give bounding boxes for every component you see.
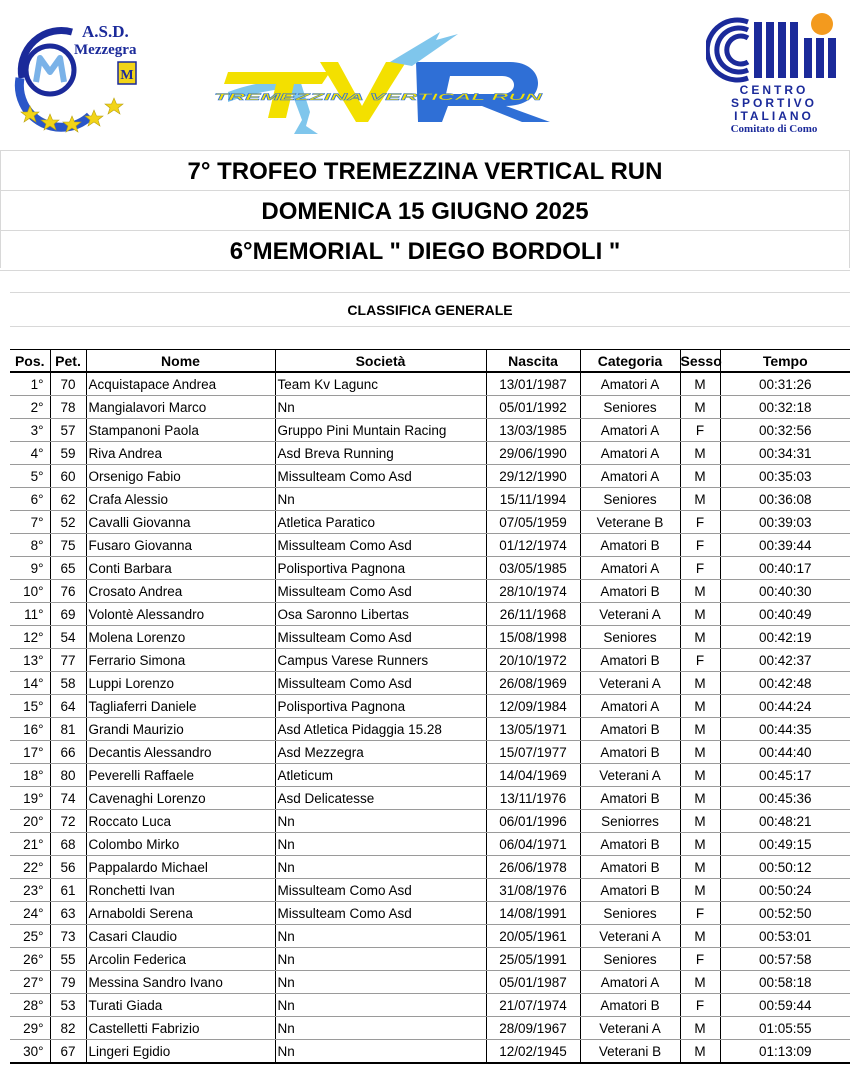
table-body: [10, 372, 850, 1063]
cell-pos: 3°: [10, 419, 50, 442]
table-row: [10, 557, 850, 580]
cell-nome: Acquistapace Andrea: [86, 372, 275, 396]
cell-nascita: 15/07/1977: [486, 741, 580, 764]
cell-tempo: 00:57:58: [720, 948, 850, 971]
cell-categoria: Veterani B: [580, 1040, 680, 1064]
cell-pet: 79: [50, 971, 86, 994]
cell-categoria: Amatori A: [580, 557, 680, 580]
cell-sesso: M: [680, 695, 720, 718]
cell-categoria: Seniores: [580, 626, 680, 649]
cell-societa: Atleticum: [275, 764, 486, 787]
event-titles: [0, 150, 850, 271]
column-header-tempo: Tempo: [720, 350, 850, 373]
cell-tempo: 00:32:56: [720, 419, 850, 442]
cell-categoria: Seniores: [580, 902, 680, 925]
cell-societa: Nn: [275, 810, 486, 833]
cell-nascita: 06/04/1971: [486, 833, 580, 856]
cell-pet: 73: [50, 925, 86, 948]
cell-pet: 81: [50, 718, 86, 741]
cell-pos: 4°: [10, 442, 50, 465]
cell-sesso: F: [680, 534, 720, 557]
table-row: [10, 372, 850, 396]
cell-sesso: M: [680, 787, 720, 810]
csi-line1: CENTRO: [739, 83, 809, 97]
cell-nascita: 26/08/1969: [486, 672, 580, 695]
column-header-categoria: Categoria: [580, 350, 680, 373]
table-row: [10, 787, 850, 810]
cell-pet: 56: [50, 856, 86, 879]
cell-societa: Missulteam Como Asd: [275, 534, 486, 557]
cell-pet: 78: [50, 396, 86, 419]
cell-sesso: M: [680, 833, 720, 856]
csi-line3: ITALIANO: [734, 109, 814, 123]
cell-pet: 77: [50, 649, 86, 672]
cell-pet: 68: [50, 833, 86, 856]
cell-nascita: 20/10/1972: [486, 649, 580, 672]
cell-nome: Cavenaghi Lorenzo: [86, 787, 275, 810]
cell-sesso: M: [680, 718, 720, 741]
cell-tempo: 00:36:08: [720, 488, 850, 511]
cell-societa: Nn: [275, 833, 486, 856]
cell-tempo: 00:45:17: [720, 764, 850, 787]
column-header-societa: Società: [275, 350, 486, 373]
cell-pet: 52: [50, 511, 86, 534]
cell-societa: Nn: [275, 856, 486, 879]
cell-societa: Asd Breva Running: [275, 442, 486, 465]
cell-nome: Molena Lorenzo: [86, 626, 275, 649]
cell-nascita: 28/09/1967: [486, 1017, 580, 1040]
table-row: [10, 810, 850, 833]
cell-sesso: M: [680, 488, 720, 511]
cell-pos: 5°: [10, 465, 50, 488]
cell-nome: Luppi Lorenzo: [86, 672, 275, 695]
cell-tempo: 00:39:03: [720, 511, 850, 534]
cell-tempo: 00:40:30: [720, 580, 850, 603]
cell-sesso: M: [680, 764, 720, 787]
cell-pos: 13°: [10, 649, 50, 672]
cell-sesso: F: [680, 649, 720, 672]
cell-pos: 21°: [10, 833, 50, 856]
cell-sesso: M: [680, 879, 720, 902]
cell-nome: Stampanoni Paola: [86, 419, 275, 442]
cell-pos: 26°: [10, 948, 50, 971]
cell-pet: 67: [50, 1040, 86, 1064]
cell-tempo: 00:42:48: [720, 672, 850, 695]
table-row: [10, 672, 850, 695]
cell-sesso: M: [680, 626, 720, 649]
cell-categoria: Seniores: [580, 488, 680, 511]
cell-societa: Asd Mezzegra: [275, 741, 486, 764]
table-row: [10, 465, 850, 488]
cell-nascita: 05/01/1992: [486, 396, 580, 419]
cell-pet: 63: [50, 902, 86, 925]
cell-tempo: 01:05:55: [720, 1017, 850, 1040]
cell-nome: Decantis Alessandro: [86, 741, 275, 764]
cell-societa: Nn: [275, 488, 486, 511]
cell-nascita: 20/05/1961: [486, 925, 580, 948]
cell-pos: 20°: [10, 810, 50, 833]
cell-societa: Nn: [275, 1017, 486, 1040]
cell-sesso: M: [680, 856, 720, 879]
cell-tempo: 01:13:09: [720, 1040, 850, 1064]
table-row: [10, 718, 850, 741]
cell-societa: Missulteam Como Asd: [275, 672, 486, 695]
cell-nome: Cavalli Giovanna: [86, 511, 275, 534]
cell-societa: Missulteam Como Asd: [275, 465, 486, 488]
cell-nome: Turati Giada: [86, 994, 275, 1017]
cell-societa: Nn: [275, 396, 486, 419]
cell-categoria: Amatori B: [580, 856, 680, 879]
cell-sesso: M: [680, 396, 720, 419]
cell-societa: Nn: [275, 948, 486, 971]
cell-tempo: 00:44:35: [720, 718, 850, 741]
cell-nascita: 03/05/1985: [486, 557, 580, 580]
table-row: [10, 948, 850, 971]
table-row: [10, 649, 850, 672]
cell-societa: Nn: [275, 925, 486, 948]
cell-nascita: 26/06/1978: [486, 856, 580, 879]
cell-nome: Crosato Andrea: [86, 580, 275, 603]
cell-nascita: 31/08/1976: [486, 879, 580, 902]
cell-pos: 8°: [10, 534, 50, 557]
cell-nascita: 13/05/1971: [486, 718, 580, 741]
cell-sesso: M: [680, 925, 720, 948]
cell-pos: 23°: [10, 879, 50, 902]
cell-nome: Castelletti Fabrizio: [86, 1017, 275, 1040]
table-row: [10, 925, 850, 948]
cell-sesso: M: [680, 741, 720, 764]
cell-nascita: 05/01/1987: [486, 971, 580, 994]
table-row: [10, 626, 850, 649]
cell-categoria: Amatori B: [580, 649, 680, 672]
cell-categoria: Amatori B: [580, 833, 680, 856]
section-title: CLASSIFICA GENERALE: [10, 292, 850, 327]
cell-pos: 29°: [10, 1017, 50, 1040]
cell-pet: 80: [50, 764, 86, 787]
cell-pos: 28°: [10, 994, 50, 1017]
cell-nascita: 13/11/1976: [486, 787, 580, 810]
cell-societa: Nn: [275, 971, 486, 994]
cell-pos: 7°: [10, 511, 50, 534]
cell-pet: 72: [50, 810, 86, 833]
cell-categoria: Amatori A: [580, 971, 680, 994]
cell-pet: 54: [50, 626, 86, 649]
document-header: [0, 0, 850, 150]
cell-pos: 2°: [10, 396, 50, 419]
cell-sesso: F: [680, 994, 720, 1017]
cell-pos: 19°: [10, 787, 50, 810]
cell-categoria: Amatori A: [580, 372, 680, 396]
cell-nome: Messina Sandro Ivano: [86, 971, 275, 994]
cell-sesso: M: [680, 672, 720, 695]
cell-nome: Roccato Luca: [86, 810, 275, 833]
cell-nome: Volontè Alessandro: [86, 603, 275, 626]
cell-sesso: M: [680, 1017, 720, 1040]
cell-categoria: Seniores: [580, 396, 680, 419]
cell-nome: Colombo Mirko: [86, 833, 275, 856]
cell-nascita: 15/11/1994: [486, 488, 580, 511]
cell-nascita: 13/03/1985: [486, 419, 580, 442]
cell-nascita: 26/11/1968: [486, 603, 580, 626]
table-row: [10, 419, 850, 442]
cell-tempo: 00:52:50: [720, 902, 850, 925]
cell-pos: 17°: [10, 741, 50, 764]
cell-nome: Orsenigo Fabio: [86, 465, 275, 488]
cell-societa: Team Kv Lagunc: [275, 372, 486, 396]
column-header-sesso: Sesso: [680, 350, 720, 373]
cell-pet: 66: [50, 741, 86, 764]
table-row: [10, 994, 850, 1017]
cell-societa: Polisportiva Pagnona: [275, 695, 486, 718]
cell-pos: 18°: [10, 764, 50, 787]
cell-pet: 64: [50, 695, 86, 718]
table-row: [10, 511, 850, 534]
cell-nascita: 13/01/1987: [486, 372, 580, 396]
cell-sesso: M: [680, 971, 720, 994]
event-logo-text: TREMEZZINA VERTICAL RUN: [214, 92, 544, 102]
club-name: A.S.D.: [82, 22, 129, 41]
cell-nascita: 12/02/1945: [486, 1040, 580, 1064]
cell-societa: Nn: [275, 994, 486, 1017]
cell-nome: Fusaro Giovanna: [86, 534, 275, 557]
cell-tempo: 00:58:18: [720, 971, 850, 994]
cell-categoria: Amatori B: [580, 534, 680, 557]
cell-societa: Missulteam Como Asd: [275, 879, 486, 902]
cell-tempo: 00:40:17: [720, 557, 850, 580]
table-row: [10, 741, 850, 764]
cell-sesso: M: [680, 810, 720, 833]
cell-tempo: 00:49:15: [720, 833, 850, 856]
cell-pet: 69: [50, 603, 86, 626]
cell-tempo: 00:50:12: [720, 856, 850, 879]
cell-pet: 55: [50, 948, 86, 971]
cell-societa: Missulteam Como Asd: [275, 902, 486, 925]
cell-nome: Ferrario Simona: [86, 649, 275, 672]
cell-nascita: 21/07/1974: [486, 994, 580, 1017]
cell-categoria: Amatori B: [580, 718, 680, 741]
cell-nascita: 25/05/1991: [486, 948, 580, 971]
cell-pet: 74: [50, 787, 86, 810]
tremezzina-vertical-run-logo: [210, 22, 570, 137]
cell-nome: Peverelli Raffaele: [86, 764, 275, 787]
cell-tempo: 00:50:24: [720, 879, 850, 902]
cell-nascita: 12/09/1984: [486, 695, 580, 718]
cell-nome: Arnaboldi Serena: [86, 902, 275, 925]
table-row: [10, 1040, 850, 1064]
cell-pet: 57: [50, 419, 86, 442]
cell-pos: 30°: [10, 1040, 50, 1064]
cell-sesso: M: [680, 603, 720, 626]
table-row: [10, 879, 850, 902]
cell-categoria: Veterani A: [580, 925, 680, 948]
cell-nome: Conti Barbara: [86, 557, 275, 580]
cell-nome: Lingeri Egidio: [86, 1040, 275, 1064]
cell-pos: 25°: [10, 925, 50, 948]
column-header-pet: Pet.: [50, 350, 86, 373]
cell-pos: 24°: [10, 902, 50, 925]
cell-categoria: Amatori B: [580, 741, 680, 764]
csi-committee: Comitato di Como: [730, 123, 818, 135]
table-row: [10, 488, 850, 511]
cell-categoria: Seniores: [580, 948, 680, 971]
cell-pos: 10°: [10, 580, 50, 603]
cell-pet: 59: [50, 442, 86, 465]
cell-sesso: F: [680, 948, 720, 971]
cell-pet: 75: [50, 534, 86, 557]
cell-nascita: 15/08/1998: [486, 626, 580, 649]
cell-categoria: Amatori A: [580, 695, 680, 718]
cell-nascita: 07/05/1959: [486, 511, 580, 534]
table-row: [10, 833, 850, 856]
cell-pos: 1°: [10, 372, 50, 396]
cell-societa: Asd Delicatesse: [275, 787, 486, 810]
table-row: [10, 396, 850, 419]
cell-nascita: 29/12/1990: [486, 465, 580, 488]
cell-nome: Tagliaferri Daniele: [86, 695, 275, 718]
cell-tempo: 00:34:31: [720, 442, 850, 465]
table-row: [10, 764, 850, 787]
cell-nascita: 14/04/1969: [486, 764, 580, 787]
results-table: [10, 349, 850, 1064]
cell-sesso: M: [680, 442, 720, 465]
cell-sesso: M: [680, 465, 720, 488]
cell-societa: Missulteam Como Asd: [275, 626, 486, 649]
table-row: [10, 695, 850, 718]
cell-tempo: 00:35:03: [720, 465, 850, 488]
cell-tempo: 00:48:21: [720, 810, 850, 833]
asd-mezzegra-logo: [10, 18, 150, 138]
cell-pos: 9°: [10, 557, 50, 580]
column-header-pos: Pos.: [10, 350, 50, 373]
cell-nome: Riva Andrea: [86, 442, 275, 465]
cell-categoria: Amatori B: [580, 580, 680, 603]
cell-sesso: F: [680, 557, 720, 580]
cell-pet: 82: [50, 1017, 86, 1040]
table-row: [10, 971, 850, 994]
cell-categoria: Veterani A: [580, 603, 680, 626]
cell-pet: 70: [50, 372, 86, 396]
cell-nome: Mangialavori Marco: [86, 396, 275, 419]
cell-pos: 22°: [10, 856, 50, 879]
cell-tempo: 00:31:26: [720, 372, 850, 396]
csi-text: [706, 84, 842, 123]
cell-nascita: 01/12/1974: [486, 534, 580, 557]
cell-sesso: F: [680, 419, 720, 442]
cell-tempo: 00:44:24: [720, 695, 850, 718]
cell-nome: Pappalardo Michael: [86, 856, 275, 879]
cell-pet: 76: [50, 580, 86, 603]
cell-sesso: M: [680, 580, 720, 603]
cell-pet: 61: [50, 879, 86, 902]
cell-pet: 53: [50, 994, 86, 1017]
cell-societa: Osa Saronno Libertas: [275, 603, 486, 626]
table-row: [10, 1017, 850, 1040]
cell-categoria: Amatori A: [580, 465, 680, 488]
cell-societa: Campus Varese Runners: [275, 649, 486, 672]
csi-line2: SPORTIVO: [730, 96, 817, 110]
cell-sesso: F: [680, 902, 720, 925]
table-row: [10, 580, 850, 603]
cell-tempo: 00:40:49: [720, 603, 850, 626]
svg-text:M: M: [120, 68, 134, 83]
cell-societa: Gruppo Pini Muntain Racing: [275, 419, 486, 442]
cell-categoria: Amatori B: [580, 879, 680, 902]
cell-pos: 12°: [10, 626, 50, 649]
column-header-nascita: Nascita: [486, 350, 580, 373]
cell-pos: 6°: [10, 488, 50, 511]
cell-categoria: Amatori A: [580, 419, 680, 442]
cell-pet: 58: [50, 672, 86, 695]
cell-categoria: Veterani A: [580, 672, 680, 695]
cell-pos: 16°: [10, 718, 50, 741]
cell-tempo: 00:42:37: [720, 649, 850, 672]
cell-societa: Polisportiva Pagnona: [275, 557, 486, 580]
cell-nome: Crafa Alessio: [86, 488, 275, 511]
column-header-nome: Nome: [86, 350, 275, 373]
cell-tempo: 00:44:40: [720, 741, 850, 764]
cell-tempo: 00:32:18: [720, 396, 850, 419]
title-border-left: [0, 150, 1, 268]
cell-pet: 60: [50, 465, 86, 488]
cell-societa: Nn: [275, 1040, 486, 1064]
cell-tempo: 00:59:44: [720, 994, 850, 1017]
cell-nascita: 29/06/1990: [486, 442, 580, 465]
cell-pet: 65: [50, 557, 86, 580]
cell-nome: Arcolin Federica: [86, 948, 275, 971]
table-row: [10, 442, 850, 465]
table-row: [10, 603, 850, 626]
cell-categoria: Seniorres: [580, 810, 680, 833]
cell-nome: Casari Claudio: [86, 925, 275, 948]
cell-nome: Ronchetti Ivan: [86, 879, 275, 902]
cell-pos: 15°: [10, 695, 50, 718]
cell-tempo: 00:45:36: [720, 787, 850, 810]
cell-sesso: M: [680, 1040, 720, 1064]
cell-sesso: M: [680, 372, 720, 396]
table-row: [10, 856, 850, 879]
table-row: [10, 534, 850, 557]
event-title: 7° TROFEO TREMEZZINA VERTICAL RUN: [0, 150, 850, 190]
cell-categoria: Amatori B: [580, 994, 680, 1017]
cell-pos: 11°: [10, 603, 50, 626]
club-place: Mezzegra: [74, 42, 137, 58]
cell-sesso: F: [680, 511, 720, 534]
cell-nascita: 14/08/1991: [486, 902, 580, 925]
cell-nascita: 06/01/1996: [486, 810, 580, 833]
cell-tempo: 00:53:01: [720, 925, 850, 948]
cell-societa: Missulteam Como Asd: [275, 580, 486, 603]
table-row: [10, 902, 850, 925]
cell-pos: 14°: [10, 672, 50, 695]
cell-categoria: Amatori B: [580, 787, 680, 810]
cell-categoria: Veterani A: [580, 1017, 680, 1040]
cell-societa: Atletica Paratico: [275, 511, 486, 534]
cell-pos: 27°: [10, 971, 50, 994]
memorial-title: 6°MEMORIAL " DIEGO BORDOLI ": [0, 230, 850, 271]
cell-tempo: 00:42:19: [720, 626, 850, 649]
cell-tempo: 00:39:44: [720, 534, 850, 557]
table-header-row: [10, 350, 850, 373]
cell-societa: Asd Atletica Pidaggia 15.28: [275, 718, 486, 741]
cell-nascita: 28/10/1974: [486, 580, 580, 603]
cell-nome: Grandi Maurizio: [86, 718, 275, 741]
cell-categoria: Veterani A: [580, 764, 680, 787]
cell-categoria: Veterane B: [580, 511, 680, 534]
cell-pet: 62: [50, 488, 86, 511]
event-date: DOMENICA 15 GIUGNO 2025: [0, 190, 850, 230]
cell-categoria: Amatori A: [580, 442, 680, 465]
